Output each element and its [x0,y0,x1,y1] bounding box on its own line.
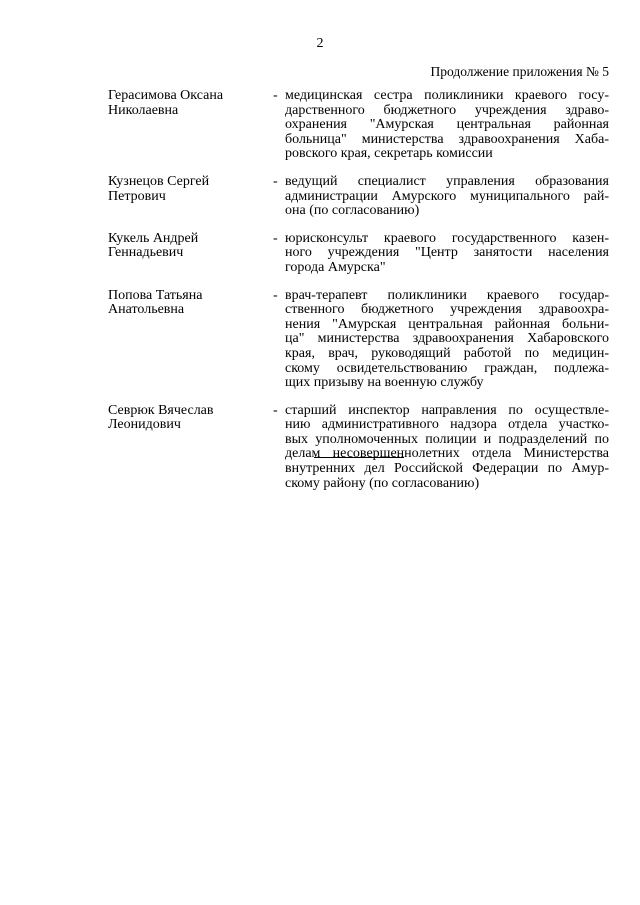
description-line: юрисконсульт краевого государственного казен- [285,230,609,246]
description-line: администрации Амурского муниципального рай- [285,188,609,204]
member-position-description [285,175,609,219]
member-name-line: Анатольевна [108,302,185,318]
entry-dash: - [273,287,278,303]
description-line: медицинская сестра поликлиники краевого госу- [285,88,609,103]
description-line: нения "Амурская центральная районная больни- [285,316,609,332]
description-line: внутренних дел Российской Федерации по Амур- [285,461,609,477]
member-name [108,289,273,318]
member-name-line: Геннадьевич [108,245,184,261]
description-line: скому району (по согласованию) [285,475,480,491]
member-entry [108,289,610,391]
description-line: больница" министерства здравоохранения Хаба- [285,131,609,147]
entry-dash: - [273,88,278,103]
description-line: ровского края, секретарь комиссии [285,146,493,162]
member-name-line: Леонидович [108,417,181,433]
member-name-line: Кузнецов Сергей [108,173,210,189]
description-line: она (по согласованию) [285,203,420,219]
member-entry [108,89,610,162]
description-line: щих призыву на военную службу [285,375,484,391]
description-line: делам несовершеннолетних отдела Министерства [285,446,609,462]
member-name [108,232,273,261]
member-position-description [285,89,609,162]
member-entry [108,404,610,492]
member-entry [108,232,610,276]
description-line: охранения "Амурская центральная районная [285,117,609,133]
description-line: края, врач, руководящий работой по медицин- [285,345,609,361]
description-line: ственного бюджетного учреждения здравоохра- [285,302,609,318]
description-line: дарственного бюджетного учреждения здраво- [285,102,609,118]
entry-dash: - [273,173,278,189]
end-divider-line [314,457,404,458]
description-line: ного учреждения "Центр занятости населения [285,245,609,261]
description-line: города Амурска" [285,259,386,275]
member-name [108,175,273,204]
appendix-continuation-note: Продолжение приложения № 5 [430,64,609,79]
description-line: нию административного надзора отдела участко- [285,417,609,433]
description-line: старший инспектор направления по осуществле- [285,402,609,418]
description-line: ведущий специалист управления образования [285,173,609,189]
description-line: ца" министерства здравоохранения Хабаровского [285,331,609,347]
member-entry [108,175,610,219]
member-name-line: Герасимова Оксана [108,88,224,103]
commission-members-list [108,89,610,504]
member-name-line: Петрович [108,188,166,204]
member-name-line: Попова Татьяна [108,287,203,303]
page-number: 2 [316,36,324,51]
description-line: скому освидетельствованию граждан, подлежа- [285,360,609,376]
member-name-line: Николаевна [108,102,179,118]
member-name [108,404,273,433]
member-position-description [285,404,609,492]
member-name-line: Севрюк Вячеслав [108,402,214,418]
description-line: вых уполномоченных полиции и подразделений по [285,431,609,447]
description-line: врач-терапевт поликлиники краевого государ- [285,287,609,303]
member-position-description [285,289,609,391]
entry-dash: - [273,230,278,246]
member-name [108,89,273,118]
entry-dash: - [273,402,278,418]
member-name-line: Кукель Андрей [108,230,199,246]
member-position-description [285,232,609,276]
